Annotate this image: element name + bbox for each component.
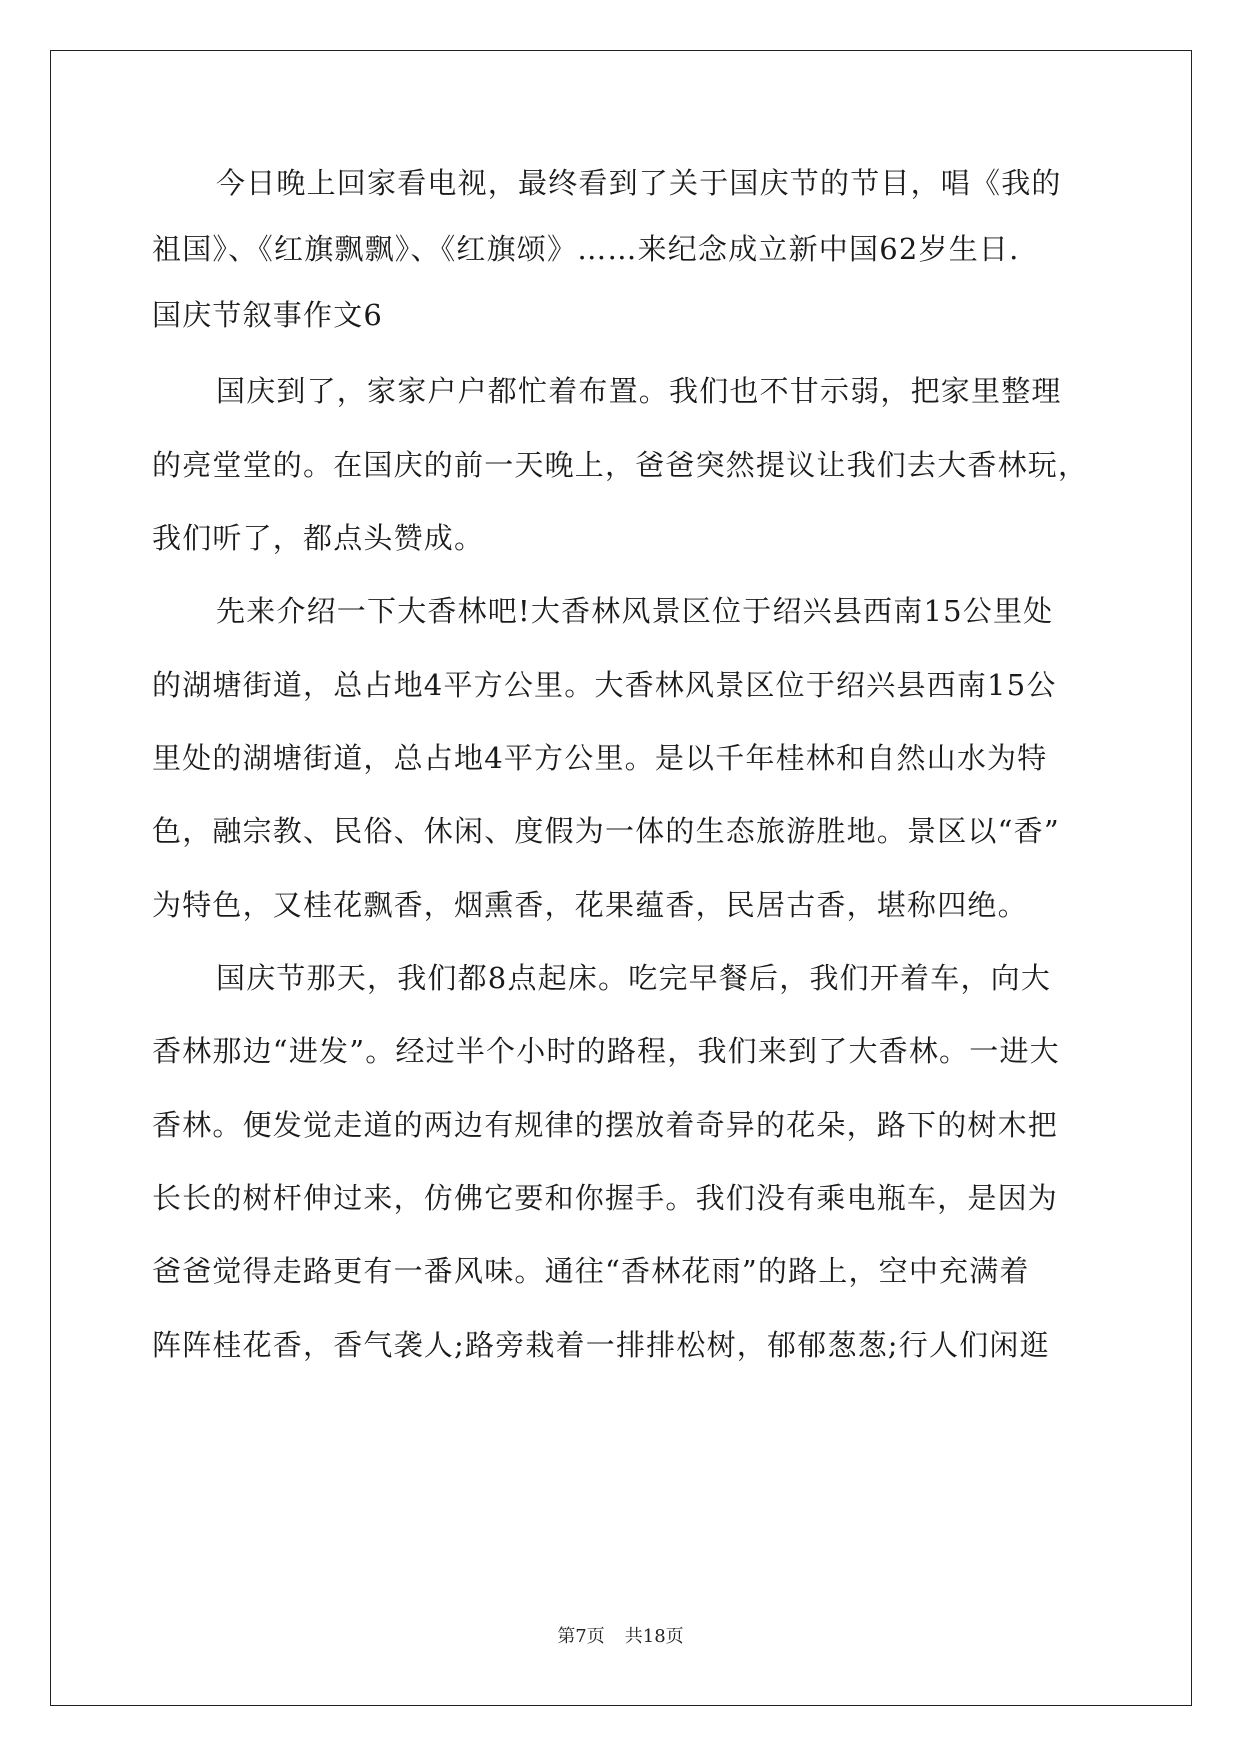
text-line: 色，融宗教、民俗、休闲、度假为一体的生态旅游胜地。景区以“香” (152, 814, 1060, 848)
text-line: 香林。便发觉走道的两边有规律的摆放着奇异的花朵，路下的树木把 (152, 1108, 1059, 1142)
text-line: 长长的树杆伸过来，仿佛它要和你握手。我们没有乘电瓶车，是因为 (152, 1181, 1059, 1215)
text-line: 我们听了，都点头赞成。 (152, 521, 485, 555)
section-heading: 国庆节叙事作文6 (152, 298, 384, 332)
text-line: 爸爸觉得走路更有一番风味。通往“香林花雨”的路上，空中充满着 (152, 1254, 1030, 1288)
text-line: 祖国》、《红旗飘飘》、《红旗颂》……来纪念成立新中国62岁生日. (152, 232, 1020, 266)
text-line: 的湖塘街道，总占地4平方公里。大香林风景区位于绍兴县西南15公 (152, 668, 1057, 702)
text-line: 里处的湖塘街道，总占地4平方公里。是以千年桂林和自然山水为特 (152, 741, 1048, 775)
page-footer (0, 1625, 1241, 1649)
page-number: 第7页 (557, 1626, 605, 1647)
text-line: 香林那边“进发”。经过半个小时的路程，我们来到了大香林。一进大 (152, 1034, 1060, 1068)
text-line: 为特色，又桂花飘香，烟熏香，花果蕴香，民居古香，堪称四绝。 (152, 888, 1028, 922)
text-line: 今日晚上回家看电视，最终看到了关于国庆节的节目，唱《我的 (216, 166, 1062, 200)
page-total: 共18页 (624, 1626, 684, 1647)
text-line: 先来介绍一下大香林吧!大香林风景区位于绍兴县西南15公里处 (216, 594, 1054, 628)
text-line: 国庆到了，家家户户都忙着布置。我们也不甘示弱，把家里整理 (216, 374, 1062, 408)
text-line: 阵阵桂花香，香气袭人;路旁栽着一排排松树，郁郁葱葱;行人们闲逛 (152, 1328, 1050, 1362)
text-line: 国庆节那天，我们都8点起床。吃完早餐后，我们开着车，向大 (216, 961, 1052, 995)
text-line: 的亮堂堂的。在国庆的前一天晚上，爸爸突然提议让我们去大香林玩， (152, 448, 1089, 482)
